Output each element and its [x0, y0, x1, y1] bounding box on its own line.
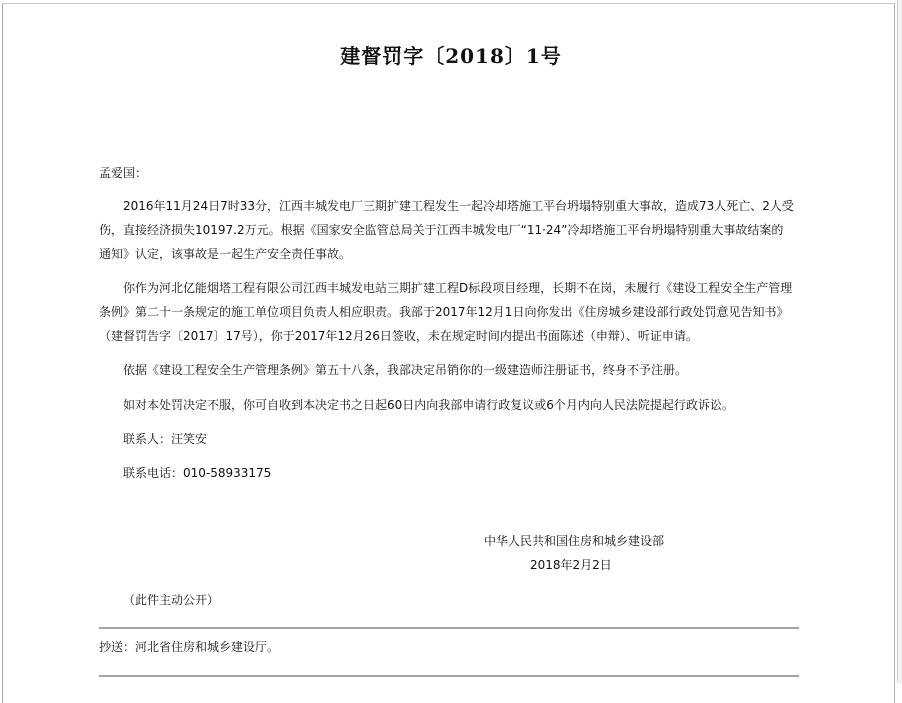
- paragraph-text: 你作为河北亿能烟塔工程有限公司江西丰城发电站三期扩建工程D标段项目经理，长期不在岗，未履行《建设工程安全生产管理条例》第二十一条规定的施工单位项目负责人相应职责。我部于2017年12月1日向你发出《住房城乡建设部行政处罚意见告知书》（建督罚告字〔2017〕17号），你于2017年12月26日签收，未在规定时间内提出书面陈述（申辩）、听证申请。: [99, 281, 793, 343]
- paragraph-text: 2016年11月24日7时33分，江西丰城发电厂三期扩建工程发生一起冷却塔施工平台坍塌特别重大事故，造成73人死亡、2人受伤，直接经济损失10197.2万元。根据《国家安全监管总局关于江西丰城发电厂“11·24”冷却塔施工平台坍塌特别重大事故结案的通知》认定，该事故是一起生产安全责任事故。: [99, 199, 794, 261]
- paragraph-appeal: [99, 393, 795, 417]
- paragraph-accident: [99, 194, 795, 266]
- divider-bottom: [99, 675, 799, 677]
- issue-date: 2018年2月2日: [530, 558, 612, 572]
- paragraph-text: 如对本处罚决定不服，你可自收到本决定书之日起60日内向我部申请行政复议或6个月内向人民法院提起行政诉讼。: [123, 398, 734, 412]
- contact-person: 联系人：汪笑安: [123, 432, 208, 446]
- cc-line: 抄送：河北省住房和城乡建设厅。: [99, 640, 280, 654]
- document-title: 建督罚字〔2018〕1号: [340, 44, 562, 68]
- contact-phone: 联系电话：010-58933175: [123, 466, 272, 480]
- paragraph-responsibility: [99, 276, 795, 348]
- scrollbar-edge: [897, 0, 902, 683]
- issuer: 中华人民共和国住房和城乡建设部: [484, 534, 665, 548]
- divider-top: [99, 627, 799, 629]
- disclosure-note: （此件主动公开）: [123, 593, 220, 607]
- salutation: 孟爱国：: [99, 166, 148, 180]
- paragraph-decision: [99, 358, 795, 382]
- paragraph-text: 依据《建设工程安全生产管理条例》第五十八条，我部决定吊销你的一级建造师注册证书，终身不予注册。: [123, 363, 688, 377]
